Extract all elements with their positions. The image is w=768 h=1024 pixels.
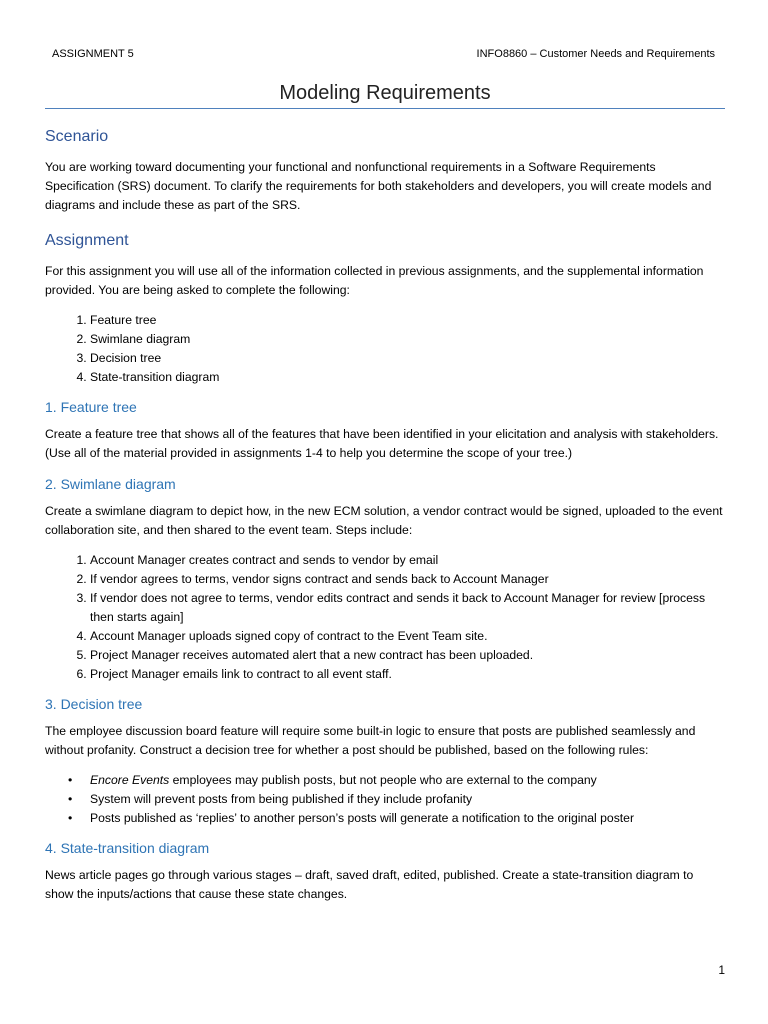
company-name: Encore Events: [90, 773, 170, 787]
scenario-heading: Scenario: [45, 128, 109, 145]
assignment-heading: Assignment: [45, 232, 129, 249]
swimlane-step: 1. Account Manager creates contract and sends to vendor by email: [90, 551, 725, 570]
swimlane-step: 6. Project Manager emails link to contract to all event staff.: [90, 665, 725, 684]
document-page: [45, 0, 725, 1024]
page-title: Modeling Requirements: [279, 82, 491, 104]
assignment-task-list: [45, 311, 725, 387]
swimlane-heading: 2. Swimlane diagram: [45, 476, 176, 492]
task-item: 1. Feature tree: [90, 311, 725, 330]
task-item: 2. Swimlane diagram: [90, 330, 725, 349]
scenario-paragraph: You are working toward documenting your functional and nonfunctional requirements in a Software Requirements Specification (SRS) document. To clarify the requirements for both stakeholders and developers, you will create models and diagrams and include these as part of the SRS.: [45, 160, 712, 212]
swimlane-step: 5. Project Manager receives automated alert that a new contract has been uploaded.: [90, 646, 725, 665]
decision-rule: • Posts published as ‘replies’ to another person’s posts will generate a notification to the original poster: [90, 809, 725, 828]
rule-text: employees may publish posts, but not people who are external to the company: [169, 773, 597, 787]
swimlane-step: 2. If vendor agrees to terms, vendor signs contract and sends back to Account Manager: [90, 570, 725, 589]
page-number: 1: [718, 963, 725, 977]
state-transition-paragraph: News article pages go through various stages – draft, saved draft, edited, published. Create a state-transition diagram to show the inputs/actions that cause these state changes.: [45, 868, 694, 901]
feature-tree-paragraph: Create a feature tree that shows all of the features that have been identified in your elicitation and analysis with stakeholders. (Use all of the material provided in assignments 1-4 to help you determine the scope of your tree.): [45, 427, 719, 460]
decision-rules-list: [45, 771, 725, 828]
header-course-label: INFO8860 – Customer Needs and Requirements: [476, 48, 715, 60]
title-divider: [45, 108, 725, 109]
decision-rule: • System will prevent posts from being published if they include profanity: [90, 790, 725, 809]
swimlane-steps-list: [45, 551, 725, 684]
document-body: [45, 126, 725, 915]
feature-tree-heading: 1. Feature tree: [45, 399, 137, 415]
decision-rule: [90, 771, 725, 790]
decision-tree-heading: 3. Decision tree: [45, 696, 143, 712]
task-item: 4. State-transition diagram: [90, 368, 725, 387]
task-item: 3. Decision tree: [90, 349, 725, 368]
header-assignment-label: ASSIGNMENT 5: [52, 48, 134, 60]
swimlane-step: 4. Account Manager uploads signed copy of contract to the Event Team site.: [90, 627, 725, 646]
swimlane-paragraph: Create a swimlane diagram to depict how, in the new ECM solution, a vendor contract would be signed, uploaded to the event collaboration site, and then shared to the event team. Steps include:: [45, 504, 723, 537]
decision-tree-paragraph: The employee discussion board feature will require some built-in logic to ensure that posts are published seamlessly and without profanity. Construct a decision tree for whether a post should be published, based on the following rules:: [45, 724, 696, 757]
assignment-intro: For this assignment you will use all of the information collected in previous assignments, and the supplemental information provided. You are being asked to complete the following:: [45, 264, 704, 297]
swimlane-step: 3. If vendor does not agree to terms, vendor edits contract and sends it back to Account Manager for review [process then starts again]: [90, 589, 725, 627]
state-transition-heading: 4. State-transition diagram: [45, 840, 210, 856]
